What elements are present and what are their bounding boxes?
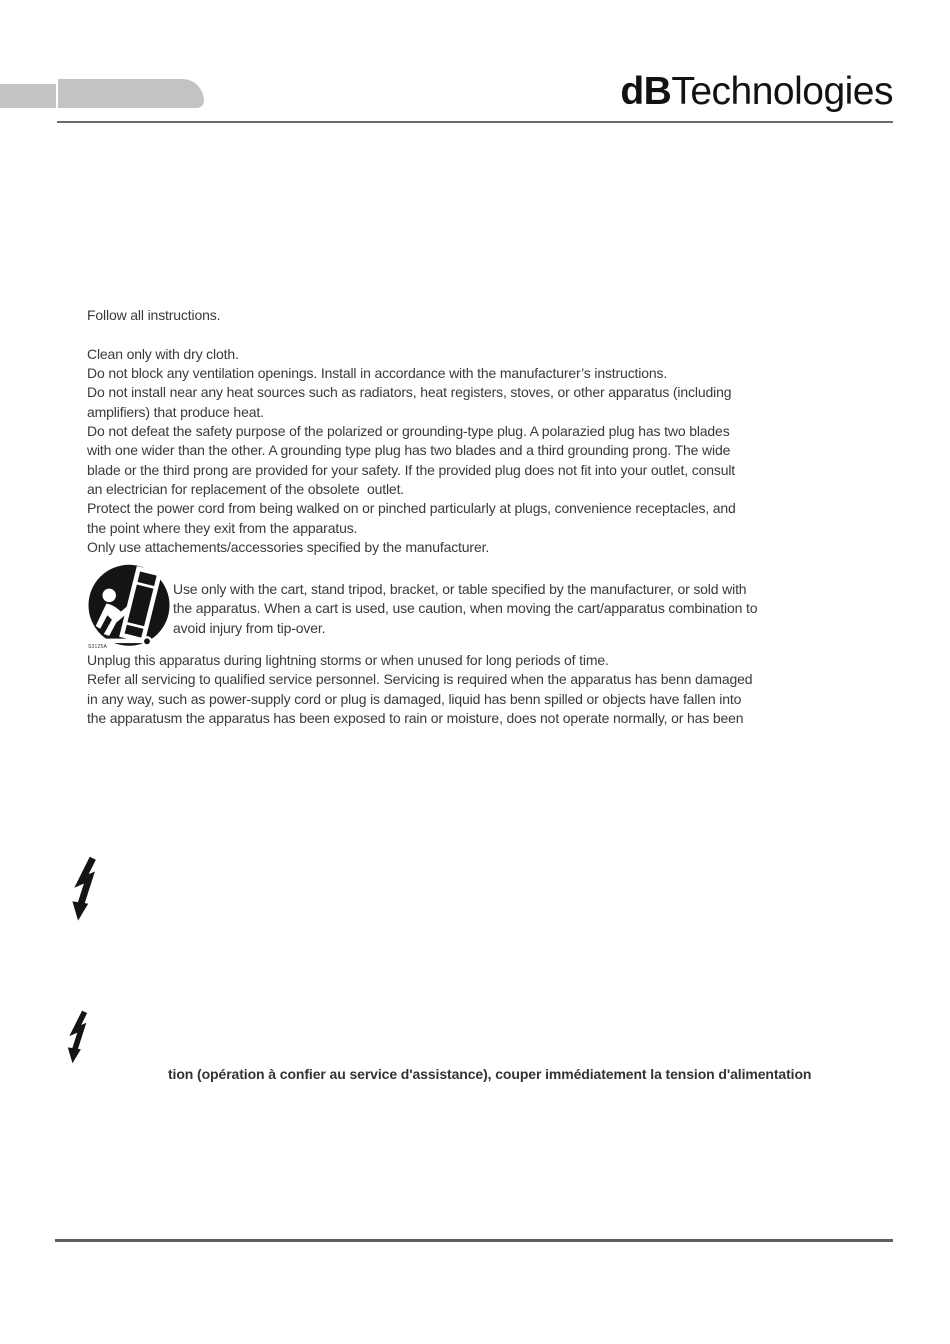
text-line: in any way, such as power-supply cord or plug is damaged, liquid has benn spilled or objects have fallen into <box>87 690 742 707</box>
text-line: Do not install near any heat sources such as radiators, heat registers, stoves, or other apparatus (including <box>87 384 732 401</box>
text-line: Only use attachements/accessories specified by the manufacturer. <box>87 539 490 556</box>
high-voltage-icon <box>69 856 103 924</box>
header-tab-shape-right <box>58 79 204 108</box>
text-line: Follow all instructions. <box>87 307 221 323</box>
text-line: Clean only with dry cloth. <box>87 345 239 362</box>
footer-divider <box>55 1239 893 1242</box>
text-line: an electrician for replacement of the obsolete outlet. <box>87 481 405 498</box>
text-line: avoid injury from tip-over. <box>173 619 326 636</box>
text-line: the apparatus. When a cart is used, use caution, when moving the cart/apparatus combination to <box>173 600 758 617</box>
cart-tip-over-warning-icon <box>84 562 174 654</box>
brand-logo-light: Technologies <box>671 70 893 113</box>
text-line: Do not block any ventilation openings. Install in accordance with the manufacturer’s instructions. <box>87 365 668 382</box>
text-line: with one wider than the other. A grounding type plug has two blades and a third grounding prong. The wide <box>87 442 731 459</box>
high-voltage-icon <box>64 1010 94 1066</box>
text-line: Refer all servicing to qualified service personnel. Servicing is required when the apparatus has benn damaged <box>87 671 753 688</box>
brand-logo <box>620 70 893 114</box>
servicing-instructions-text <box>87 651 752 728</box>
text-line: Unplug this apparatus during lightning storms or when unused for long periods of time. <box>87 652 609 668</box>
cart-warning-text <box>173 580 757 638</box>
brand-logo-bold: dB <box>620 70 672 113</box>
header-tab-shape-left <box>0 84 56 108</box>
text-line: Use only with the cart, stand tripod, bracket, or table specified by the manufacturer, or sold with <box>173 581 747 597</box>
text-line: the point where they exit from the apparatus. <box>87 519 358 536</box>
safety-instructions-text <box>87 306 736 557</box>
text-line: blade or the third prong are provided for your safety. If the provided plug does not fit into your outlet, consult <box>87 461 736 478</box>
cart-icon-standard-label: S3125A <box>88 644 107 650</box>
text-line: the apparatusm the apparatus has been exposed to rain or moisture, does not operate normally, or has been <box>87 710 744 727</box>
french-warning-text: tion (opération à confier au service d'assistance), couper immédiatement la tension d'alimentation <box>168 1066 812 1082</box>
text-line: amplifiers) that produce heat. <box>87 403 264 420</box>
header-divider <box>57 121 893 123</box>
text-line: Do not defeat the safety purpose of the polarized or grounding-type plug. A polarazied plug has two blades <box>87 423 730 440</box>
text-line <box>87 325 736 344</box>
text-line: Protect the power cord from being walked on or pinched particularly at plugs, convenience receptacles, and <box>87 500 736 517</box>
